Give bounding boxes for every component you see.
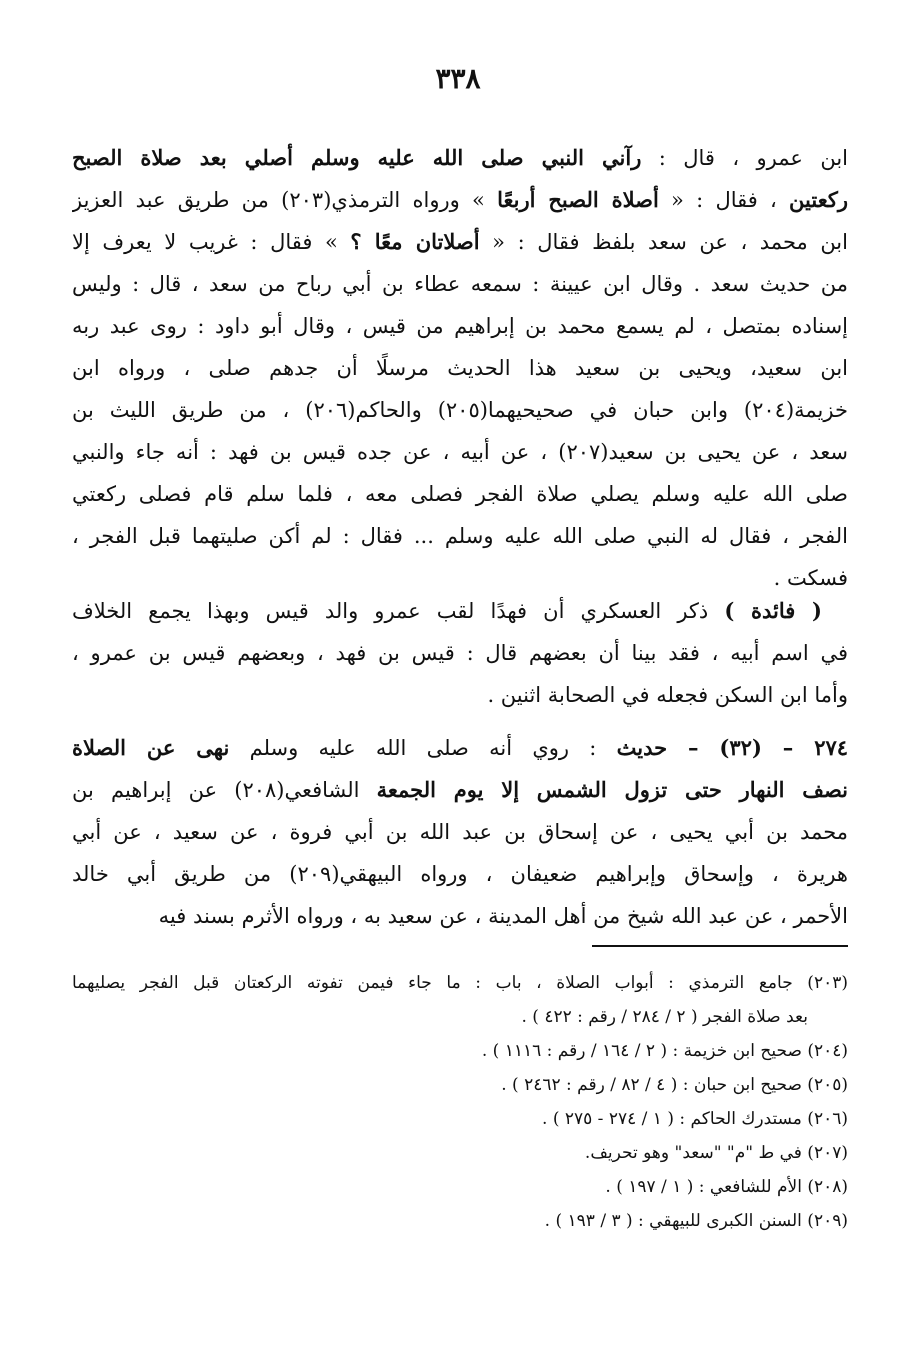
paragraph-hadith-273-continued — [72, 137, 848, 599]
text-run: (٢٠٦) مستدرك الحاكم : ( ١ / ٢٧٤ - ٢٧٥ ) . — [542, 1109, 848, 1129]
bold-text: أصلاة الصبح أربعًا — [497, 187, 659, 212]
text-line — [72, 590, 848, 632]
footnotes — [72, 966, 848, 1238]
text-run: إسناده بمتصل ، لم يسمع محمد بن إبراهيم من قيس ، وقال أبو داود : روى عبد ربه — [72, 314, 848, 338]
bold-text: نهى عن الصلاة — [72, 735, 230, 760]
text-line — [72, 674, 848, 716]
text-line — [72, 1102, 848, 1136]
paragraph-faida — [72, 590, 848, 716]
bold-text: أصلاتان معًا ؟ — [350, 229, 480, 254]
text-run: : روي أنه صلى الله عليه وسلم — [229, 736, 617, 760]
text-line — [72, 431, 848, 473]
text-run: (٢٠٥) صحيح ابن حبان : ( ٤ / ٨٢ / رقم : ٢٤٦٢ ) . — [501, 1075, 848, 1095]
text-run: الشافعي(٢٠٨) عن إبراهيم بن — [72, 778, 377, 802]
text-run: ابن عمرو ، قال : — [641, 146, 848, 170]
text-line — [72, 1034, 848, 1068]
text-run: ذكر العسكري أن فهدًا لقب عمرو والد قيس وبهذا يجمع الخلاف — [72, 599, 725, 623]
bold-text: رآني النبي صلى الله عليه وسلم أصلي بعد صلاة الصبح — [72, 145, 642, 170]
text-run: ، فقال : « — [658, 188, 790, 212]
text-run: » ورواه الترمذي(٢٠٣) من طريق عبد العزيز — [72, 188, 498, 212]
text-run: فسكت . — [773, 566, 848, 590]
text-run: الأحمر ، عن عبد الله شيخ من أهل المدينة ، عن سعيد به ، ورواه الأثرم بسند فيه — [158, 904, 848, 928]
paragraph-hadith-274 — [72, 727, 848, 937]
text-line — [72, 769, 848, 811]
text-run: في اسم أبيه ، فقد بينا أن بعضهم قال : قيس بن فهد ، وبعضهم قيس بن عمرو ، — [72, 641, 848, 665]
page-number: ٣٣٨ — [435, 62, 481, 95]
text-run: (٢٠٤) صحيح ابن خزيمة : ( ٢ / ١٦٤ / رقم : ١١١٦ ) . — [481, 1041, 848, 1061]
text-run: محمد بن أبي يحيى ، عن إسحاق بن عبد الله بن أبي فروة ، عن سعيد ، عن أبي — [72, 820, 848, 844]
text-run: من حديث سعد . وقال ابن عيينة : سمعه عطاء بن أبي رباح من سعد ، قال : وليس — [72, 272, 848, 296]
footnote-divider — [592, 945, 848, 947]
text-line — [72, 853, 848, 895]
text-run: (٢٠٣) جامع الترمذي : أبواب الصلاة ، باب : ما جاء فيمن تفوته الركعتان قبل الفجر يصليهما — [72, 973, 848, 993]
text-run: صلى الله عليه وسلم يصلي صلاة الفجر فصلى معه ، فلما سلم قام فصلى ركعتي — [72, 482, 848, 506]
text-line — [72, 895, 848, 937]
text-line — [72, 966, 848, 1000]
text-run: (٢٠٩) السنن الكبرى للبيهقي : ( ٣ / ١٩٣ ) . — [544, 1211, 848, 1231]
text-line — [72, 263, 848, 305]
bold-text: نصف النهار حتى تزول الشمس إلا يوم الجمعة — [376, 777, 848, 802]
text-run: هريرة ، وإسحاق وإبراهيم ضعيفان ، ورواه البيهقي(٢٠٩) من طريق أبي خالد — [72, 862, 848, 886]
text-line — [72, 179, 848, 221]
text-line — [72, 305, 848, 347]
text-run: » فقال : غريب لا يعرف إلا — [72, 230, 351, 254]
bold-text: ( فائدة ) — [724, 598, 822, 623]
text-line — [72, 1068, 848, 1102]
text-line — [72, 347, 848, 389]
text-run: (٢٠٨) الأم للشافعي : ( ١ / ١٩٧ ) . — [605, 1177, 848, 1197]
text-run: (٢٠٧) في ط "م" "سعد" وهو تحريف. — [584, 1143, 848, 1163]
text-line — [72, 1204, 848, 1238]
text-run: الفجر ، فقال له النبي صلى الله عليه وسلم ... فقال : لم أكن صليتهما قبل الفجر ، — [72, 524, 848, 548]
text-line — [72, 515, 848, 557]
text-line — [72, 727, 848, 769]
text-run: ابن محمد ، عن سعد بلفظ فقال : « — [479, 230, 848, 254]
text-line — [72, 137, 848, 179]
text-run: ابن سعيد، ويحيى بن سعيد هذا الحديث مرسلًا أن جدهم صلى ، ورواه ابن — [72, 356, 848, 380]
text-line — [72, 811, 848, 853]
text-line — [72, 389, 848, 431]
text-line — [72, 1000, 848, 1034]
bold-text: ٢٧٤ – (٣٢) – حديث — [616, 735, 848, 760]
text-run: بعد صلاة الفجر ( ٢ / ٢٨٤ / رقم : ٤٢٢ ) . — [521, 1007, 808, 1027]
text-line — [72, 221, 848, 263]
text-run: وأما ابن السكن فجعله في الصحابة اثنين . — [487, 683, 848, 707]
text-line — [72, 1170, 848, 1204]
text-line — [72, 632, 848, 674]
text-line — [72, 473, 848, 515]
text-line — [72, 1136, 848, 1170]
text-run: خزيمة(٢٠٤) وابن حبان في صحيحيهما(٢٠٥) والحاكم(٢٠٦) ، من طريق الليث بن — [72, 398, 848, 422]
bold-text: ركعتين — [789, 187, 848, 212]
text-run: سعد ، عن يحيى بن سعيد(٢٠٧) ، عن أبيه ، عن جده قيس بن فهد : أنه جاء والنبي — [72, 440, 848, 464]
